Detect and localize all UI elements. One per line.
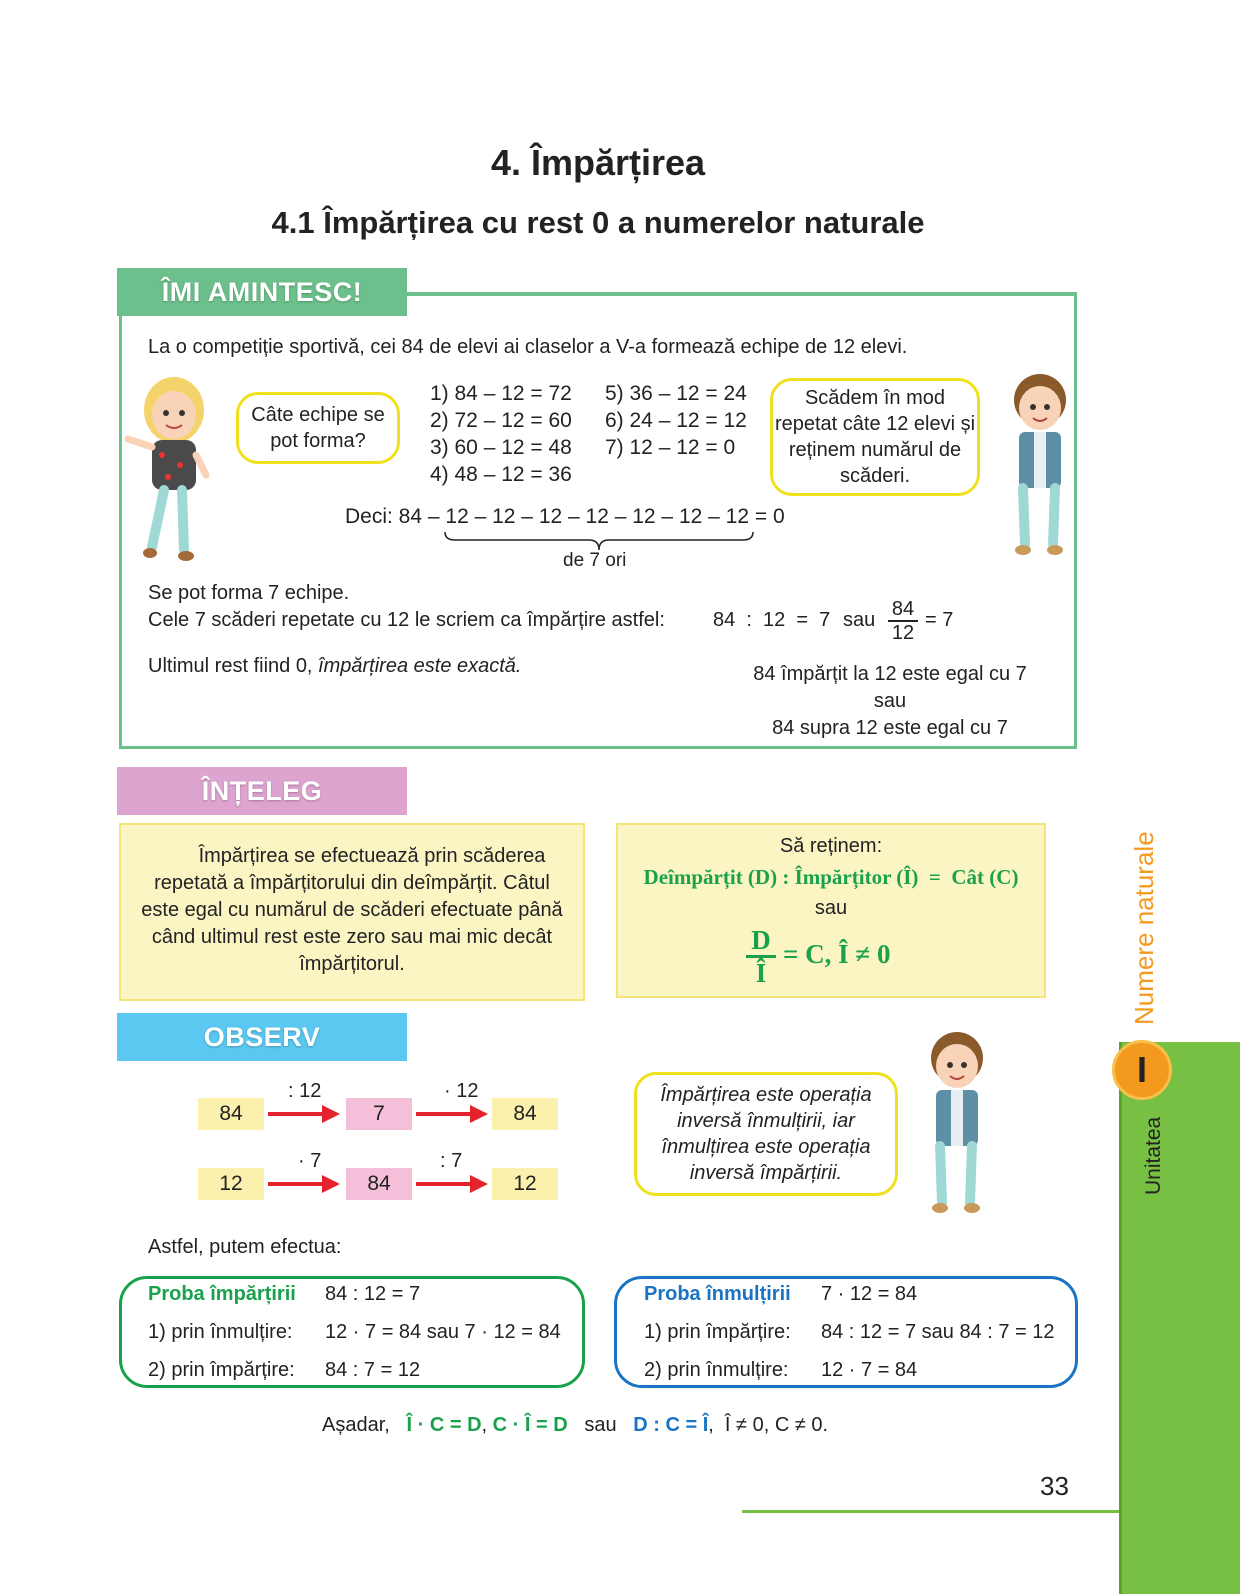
- deci-prefix: Deci: 84 –: [345, 505, 440, 528]
- subtraction-line: 5) 36 – 12 = 24: [605, 382, 747, 405]
- retain-title: Să reținem:: [779, 835, 883, 857]
- operation-label: : 12: [288, 1080, 322, 1102]
- last-rest-prefix: Ultimul rest fiind 0,: [148, 655, 319, 677]
- proofs-intro: Astfel, putem efectua:: [148, 1236, 342, 1258]
- fraction-numerator: 84: [888, 598, 918, 622]
- subtraction-line: 1) 84 – 12 = 72: [430, 382, 572, 405]
- unit-sidebar-edge: [1119, 1042, 1122, 1594]
- unit-number-badge: [1112, 1040, 1172, 1100]
- subtraction-line: 7) 12 – 12 = 0: [605, 436, 736, 459]
- brace-label: de 7 ori: [563, 550, 627, 571]
- multiplication-proof-title: Proba înmulțirii: [644, 1283, 791, 1305]
- subtractions-left: [430, 380, 572, 488]
- formula-result: = C, Î ≠ 0: [783, 939, 891, 969]
- division-proof-l1-label: 1) prin înmulțire:: [148, 1321, 293, 1343]
- formula-fraction: [746, 925, 776, 988]
- multiplication-proof-l1-label: 1) prin împărțire:: [644, 1321, 791, 1343]
- unit-label: Unitatea: [1142, 1116, 1165, 1195]
- subtraction-line: 6) 24 – 12 = 12: [605, 409, 747, 432]
- unit-sidebar: [1119, 1042, 1240, 1594]
- subtractions-right: [605, 380, 747, 461]
- deci-body: 12 – 12 – 12 – 12 – 12 – 12 – 12: [445, 505, 750, 528]
- reading-text: [740, 661, 1040, 742]
- red-arrow: [266, 1103, 342, 1125]
- curly-brace: [443, 530, 755, 552]
- number-box: 84: [492, 1098, 558, 1130]
- conclusion-prefix: Așadar,: [322, 1414, 390, 1436]
- footer-line: [742, 1510, 1120, 1513]
- unit-number: I: [1136, 1049, 1147, 1090]
- multiplication-proof-l2-label: 2) prin înmulțire:: [644, 1359, 789, 1381]
- girl-illustration: [122, 375, 222, 565]
- boy-illustration-2: [922, 1030, 992, 1220]
- reading-line-1: 84 împărțit la 12 este egal cu 7: [753, 663, 1027, 685]
- understand-text: Împărțirea se efectuează prin scăderea repetată a împărțitorului din deîmpărțit. Câtul este egal cu numărul de scăderi efectuate până când ultimul rest este zero sau mai mic decât împărțitorul.: [141, 845, 563, 975]
- division-proof-expr: 84 : 12 = 7: [325, 1283, 421, 1305]
- number-box: 12: [492, 1168, 558, 1200]
- reading-sau: sau: [873, 690, 907, 712]
- sau-text: sau: [843, 609, 876, 631]
- remember-tab: ÎMI AMINTESC!: [117, 268, 407, 316]
- multiplication-proof-l2-expr: 12 · 7 = 84: [821, 1359, 918, 1381]
- subtraction-line: 2) 72 – 12 = 60: [430, 409, 572, 432]
- last-rest-text: [148, 655, 522, 678]
- chapter-title: 4. Împărțirea: [490, 142, 706, 183]
- boy-illustration: [1005, 372, 1075, 562]
- division-proof-l2-label: 2) prin împărțire:: [148, 1359, 295, 1381]
- number-box: 84: [198, 1098, 264, 1130]
- retain-box: [616, 823, 1046, 998]
- page-number: 33: [1040, 1471, 1069, 1501]
- conclusion-comma: ,: [481, 1414, 488, 1436]
- formula-line: Deîmpărțit (D) : Împărțitor (Î) = Cât (C): [643, 865, 1019, 889]
- formula-fraction-den: Î: [755, 958, 767, 988]
- subtraction-line: 4) 48 – 12 = 36: [430, 463, 572, 486]
- operation-label: · 12: [444, 1080, 479, 1102]
- repeat-line: Cele 7 scăderi repetate cu 12 le scriem ca împărțire astfel:: [148, 609, 665, 631]
- subtraction-line: 3) 60 – 12 = 48: [430, 436, 572, 459]
- girl-speech-bubble: Câte echipe se pot forma?: [236, 392, 400, 464]
- conclusion-line: [322, 1414, 828, 1437]
- red-arrow: [414, 1103, 490, 1125]
- formula-ic-d: Î · C = D: [406, 1414, 482, 1436]
- lesson-title: 4.1 Împărțirea cu rest 0 a numerelor naturale: [271, 205, 925, 240]
- fraction: [888, 598, 918, 644]
- observe-tab: OBSERV: [117, 1013, 407, 1061]
- formula-fraction-num: D: [746, 925, 776, 958]
- multiplication-proof-expr: 7 · 12 = 84: [821, 1283, 918, 1305]
- remember-intro: La o competiție sportivă, cei 84 de elevi ai claselor a V-a formează echipe de 12 elevi.: [148, 336, 908, 358]
- formula-ci-d: C · Î = D: [492, 1414, 568, 1436]
- operation-label: · 7: [298, 1150, 322, 1172]
- number-box: 84: [346, 1168, 412, 1200]
- fraction-result: = 7: [925, 609, 954, 631]
- boy-speech-bubble-2: Împărțirea este operația inversă înmulțirii, iar înmulțirea este operația inversă împărțirii.: [634, 1072, 898, 1196]
- unit-title: Numere naturale: [1129, 831, 1159, 1025]
- conclusion-sau: sau: [584, 1414, 617, 1436]
- division-proof-title: Proba împărțirii: [148, 1283, 296, 1305]
- last-rest-italic: împărțirea este exactă.: [318, 655, 522, 677]
- fraction-denominator: 12: [891, 622, 915, 644]
- number-box: 7: [346, 1098, 412, 1130]
- red-arrow: [414, 1173, 490, 1195]
- operation-label: : 7: [440, 1150, 463, 1172]
- understand-tab: ÎNȚELEG: [117, 767, 407, 815]
- division-proof-l2-expr: 84 : 7 = 12: [325, 1359, 421, 1381]
- remember-tab-line: [407, 292, 1077, 294]
- retain-sau: sau: [814, 897, 848, 919]
- red-arrow: [266, 1173, 342, 1195]
- conclusion-suffix: , Î ≠ 0, C ≠ 0.: [708, 1414, 829, 1436]
- reading-line-2: 84 supra 12 este egal cu 7: [772, 717, 1008, 739]
- teams-text: Se pot forma 7 echipe.: [148, 582, 350, 604]
- division-proof-l1-expr: 12 · 7 = 84 sau 7 · 12 = 84: [325, 1321, 561, 1343]
- deci-line: [345, 503, 785, 530]
- number-box: 12: [198, 1168, 264, 1200]
- division-expression: 84 : 12 = 7: [713, 609, 831, 631]
- understand-text-box: [119, 823, 585, 1001]
- multiplication-proof-l1-expr: 84 : 12 = 7 sau 84 : 7 = 12: [821, 1321, 1055, 1343]
- boy-speech-bubble: Scădem în mod repetat câte 12 elevi și reținem numărul de scăderi.: [770, 378, 980, 496]
- formula-dc-i: D : C = Î: [633, 1414, 709, 1436]
- deci-suffix: = 0: [754, 505, 785, 528]
